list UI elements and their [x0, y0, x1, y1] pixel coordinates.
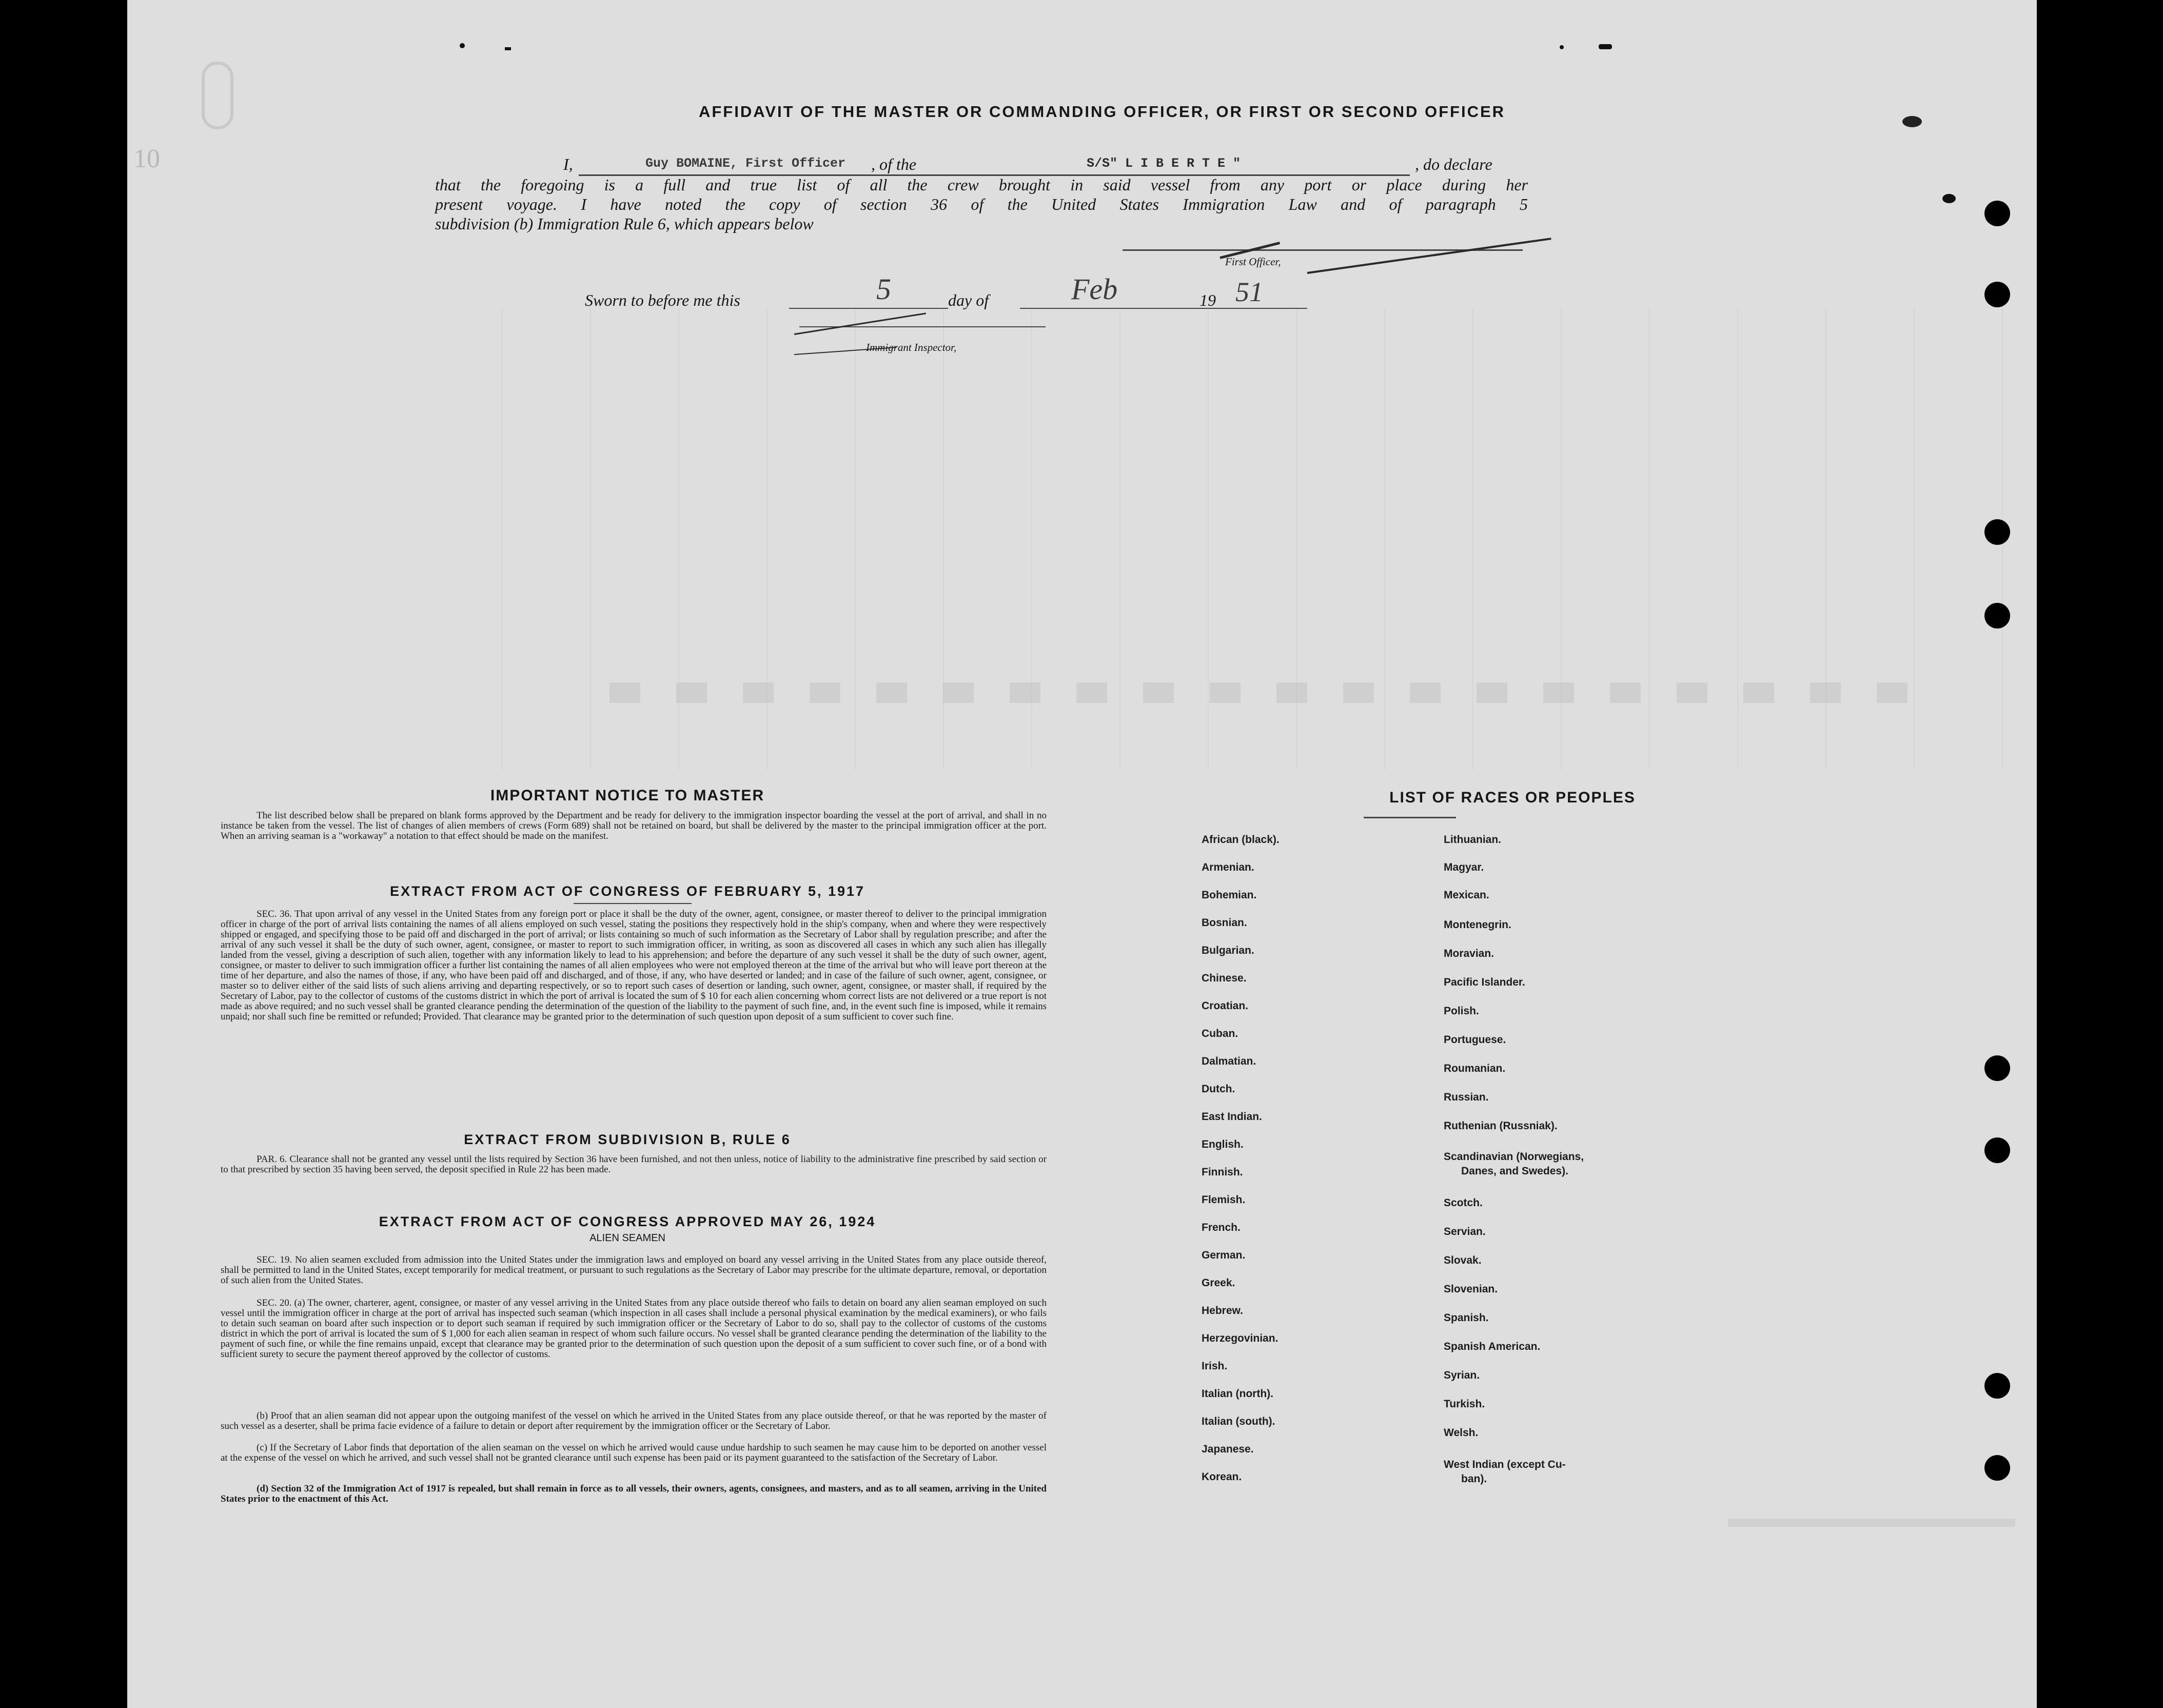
scan-speck	[505, 47, 511, 50]
punch-hole	[1984, 1137, 2010, 1163]
race-item: Syrian.	[1444, 1369, 1480, 1381]
races-title: LIST OF RACES OR PEOPLES	[1389, 789, 1636, 806]
extract-rule-6-title: EXTRACT FROM SUBDIVISION B, RULE 6	[464, 1132, 791, 1147]
race-item: West Indian (except Cu-	[1444, 1459, 1566, 1470]
race-item: English.	[1202, 1138, 1244, 1150]
race-item: Moravian.	[1444, 948, 1495, 959]
affidavit-line-2: that the foregoing is a full and true list of all the crew brought in said vessel from any port or place during her	[435, 175, 1528, 194]
race-item: Cuban.	[1202, 1028, 1238, 1039]
affidavit-title: AFFIDAVIT OF THE MASTER OR COMMANDING OFFICER, OR FIRST OR SECOND OFFICER	[698, 103, 1506, 121]
scan-speck	[1902, 116, 1922, 127]
section-20c-text: (c) If the Secretary of Labor finds that deportation of the alien seaman on the vessel on which he arrived would cause undue hardship to such seamen he may cause him to be deported on another vessel at the expense of the vessel on which he arrived, and such vessel shall not be granted clearance until such expense has been paid or its payment guaranteed to the satisfaction of the Secretary of Labor.	[221, 1442, 1047, 1463]
race-item: German.	[1202, 1249, 1246, 1261]
scan-speck	[1942, 194, 1956, 203]
race-item: Dalmatian.	[1202, 1055, 1256, 1067]
race-item: Dutch.	[1202, 1083, 1235, 1095]
faint-margin-stamp	[202, 62, 233, 129]
sworn-month: Feb	[1071, 272, 1118, 306]
punch-hole	[1984, 282, 2010, 307]
race-item: Lithuanian.	[1444, 834, 1501, 846]
race-item: Bosnian.	[1202, 917, 1247, 929]
race-item: Slovenian.	[1444, 1283, 1498, 1295]
do-declare: , do declare	[1415, 155, 1492, 173]
scan-speck	[460, 43, 465, 48]
race-item: Finnish.	[1202, 1166, 1243, 1178]
race-item: Armenian.	[1202, 861, 1254, 873]
punch-hole	[1984, 1055, 2010, 1081]
officer-caption: First Officer,	[1225, 256, 1281, 268]
race-item: Hebrew.	[1202, 1305, 1243, 1317]
punch-hole	[1984, 1373, 2010, 1399]
vessel-name: S/S" L I B E R T E "	[1087, 156, 1241, 171]
day-of-label: day of	[948, 291, 989, 309]
race-item: Ruthenian (Russniak).	[1444, 1120, 1558, 1132]
alien-seamen-subtitle: ALIEN SEAMEN	[589, 1232, 665, 1244]
scan-speck	[1560, 45, 1564, 49]
race-item: Slovak.	[1444, 1254, 1482, 1266]
race-item: Mexican.	[1444, 889, 1489, 901]
race-item: Bohemian.	[1202, 889, 1257, 901]
year-suffix: 51	[1235, 277, 1263, 307]
race-item: Spanish.	[1444, 1312, 1489, 1324]
race-item: Flemish.	[1202, 1194, 1246, 1206]
race-item: Turkish.	[1444, 1398, 1485, 1410]
punch-hole	[1984, 1455, 2010, 1481]
year-prefix: 19	[1200, 291, 1216, 309]
scan-speck	[1599, 44, 1612, 49]
race-item: Russian.	[1444, 1091, 1489, 1103]
race-item: Roumanian.	[1444, 1063, 1506, 1074]
officer-signature	[1307, 238, 1551, 274]
punch-hole	[1984, 519, 2010, 545]
punch-hole	[1984, 603, 2010, 629]
day-underline	[789, 308, 948, 309]
race-item: Scandinavian (Norwegians,	[1444, 1151, 1584, 1163]
section-20d-text: (d) Section 32 of the Immigration Act of 1917 is repealed, but shall remain in force as to all vessels, their owners, agents, consignees, and masters, and as to all seamen, arriving in the United States prior to the enactment of this Act.	[221, 1483, 1047, 1504]
document-page	[127, 0, 2037, 1708]
affidavit-of-the: , of the	[871, 155, 916, 173]
race-item: Portuguese.	[1444, 1034, 1506, 1046]
race-item: Herzegovinian.	[1202, 1332, 1279, 1344]
race-item: Pacific Islander.	[1444, 976, 1525, 988]
race-item: Korean.	[1202, 1471, 1242, 1483]
affidavit-line-3: present voyage. I have noted the copy of section 36 of the United States Immigration Law and of paragraph 5	[435, 195, 1528, 213]
month-underline	[1020, 308, 1307, 309]
sworn-label: Sworn to before me this	[585, 291, 740, 309]
race-item: Chinese.	[1202, 972, 1247, 984]
race-item: Danes, and Swedes).	[1461, 1165, 1568, 1177]
race-item: ban).	[1461, 1473, 1487, 1485]
races-title-rule	[1364, 817, 1456, 818]
extract-1917-rule	[574, 903, 692, 904]
paragraph-6-text: PAR. 6. Clearance shall not be granted any vessel until the lists required by Section 36 have been furnished, and not then unless, notice of liability to the administrative fine prescribed by said section or to that prescribed by section 35 having been served, the deposit specified in Rule 22 has been made.	[221, 1154, 1047, 1175]
race-item: Servian.	[1444, 1226, 1486, 1238]
race-item: Greek.	[1202, 1277, 1235, 1289]
race-item: Italian (north).	[1202, 1388, 1273, 1400]
margin-mark: 10	[133, 144, 160, 173]
extract-1924-title: EXTRACT FROM ACT OF CONGRESS APPROVED MAY 26, 1924	[379, 1214, 876, 1229]
section-20a-text: SEC. 20. (a) The owner, charterer, agent, consignee, or master of any vessel arriving in the United States from any place outside thereof who fails to detain on board any alien seaman employed on such vessel until the immigration officer in charge at the port of arrival has inspected such seaman (which inspection in all cases shall include a personal physical examination by the medical examiners), or who fails to detain such seaman on board after such inspection or to deport such seaman if required by such immigration officer or the Secretary of Labor to do so, shall pay to the collector of customs of the customs district in which the port of arrival is located the sum of $ 1,000 for each alien seaman in respect of whom such failure occurs. No vessel shall be granted clearance pending the determination of the liability to the payment of such fine, or while the fine remains unpaid, except that clearance may be granted prior to the determination of such question upon the deposit of a sum sufficient to cover such fine, or of a bond with sufficient surety to secure the payment thereof approved by the collector of customs.	[221, 1298, 1047, 1360]
affidavit-line-4: subdivision (b) Immigration Rule 6, which appears below	[435, 214, 814, 233]
race-item: Scotch.	[1444, 1197, 1483, 1209]
race-item: Irish.	[1202, 1360, 1228, 1372]
affidavit-i: I,	[563, 155, 573, 173]
race-item: Welsh.	[1444, 1427, 1479, 1439]
race-item: French.	[1202, 1222, 1241, 1233]
race-item: Montenegrin.	[1444, 919, 1511, 931]
race-item: Italian (south).	[1202, 1416, 1275, 1427]
race-item: Polish.	[1444, 1005, 1479, 1017]
sworn-day: 5	[876, 272, 891, 306]
officer-name: Guy BOMAINE, First Officer	[645, 156, 846, 171]
race-item: Spanish American.	[1444, 1341, 1541, 1352]
race-item: Croatian.	[1202, 1000, 1249, 1012]
section-19-text: SEC. 19. No alien seamen excluded from admission into the United States under the immigration laws and employed on board any vessel arriving in the United States from any place outside thereof, shall be permitted to land in the United States, except temporarily for medical treatment, or pursuant to such regulations as the Secretary of Labor may prescribe for the ultimate departure, removal, or deportation of such alien from the United States.	[221, 1254, 1047, 1286]
race-item: Japanese.	[1202, 1443, 1254, 1455]
punch-hole	[1984, 201, 2010, 226]
notice-title: IMPORTANT NOTICE TO MASTER	[490, 787, 765, 804]
race-item: Bulgarian.	[1202, 945, 1254, 956]
inspector-caption: Immigrant Inspector,	[866, 341, 957, 354]
section-20b-text: (b) Proof that an alien seaman did not appear upon the outgoing manifest of the vessel on which he arrived in the United States from any place outside thereof, or that he was reported by the master of such vessel as a deserter, shall be prima facie evidence of a failure to detain or deport after requirement by the immigration officer or the Secretary of Labor.	[221, 1410, 1047, 1431]
section-36-text: SEC. 36. That upon arrival of any vessel in the United States from any foreign port or place it shall be the duty of the owner, agent, consignee, or master thereof to deliver to the principal immigration officer in charge of the port of arrival lists containing the names of all aliens employed on such vessel, stating the positions they respectively hold in the ship's company, when and where they were respectively shipped or engaged, and specifying those to be paid off and discharged in the port of arrival; or lists containing so much of such information as the Secretary of Labor shall by regulation prescribe; and after the arrival of any such vessel it shall be the duty of such owner, agent, consignee, or master to report to such immigration officer, in writing, as soon as discovered all cases in which any such alien has illegally landed from the vessel, giving a description of such alien, together with any information likely to lead to his apprehension; and before the departure of any such vessel it shall be the duty of such owner, agent, consignee, or master to deliver to such immigration officer a further list containing the names of all alien employees who were not employed thereon at the time of the arrival but who will leave port thereon at the time of her departure, and also the names of those, if any, who have been paid off and discharged, and of those, if any, who have deserted or landed; and in case of the failure of such owner, agent, consignee, or master so to deliver either of the said lists of such aliens arriving and departing respectively, or so to report such cases of desertion or landing, such owner, agent, consignee, or master shall, if required by the Secretary of Labor, pay to the collector of customs of the customs district in which the port of arrival is located the sum of $ 10 for each alien concerning whom correct lists are not delivered or a true report is not made as above required; and no such vessel shall be granted clearance pending the determination of the question of the liability to the payment of such fine, and, in the event such fine is imposed, while it remains unpaid; nor shall such fine be remitted or refunded; Provided. That clearance may be granted prior to the determination of such question upon deposit of a sum sufficient to cover such fine.	[221, 909, 1047, 1022]
race-item: Magyar.	[1444, 861, 1484, 873]
race-item: African (black).	[1202, 834, 1280, 846]
extract-1917-title: EXTRACT FROM ACT OF CONGRESS OF FEBRUARY 5, 1917	[389, 884, 866, 899]
notice-intro: The list described below shall be prepared on blank forms approved by the Department and be ready for delivery to the immigration inspector boarding the vessel at the port of arrival, and shall in no instance be taken from the vessel. The list of changes of alien members of crews (Form 689) shall not be retained on board, but shall be delivered by the master to the principal immigration officer at the port. When an arriving seaman is a "workaway" a notation to that effect should be made on the manifest.	[221, 810, 1047, 841]
race-item: East Indian.	[1202, 1111, 1262, 1123]
